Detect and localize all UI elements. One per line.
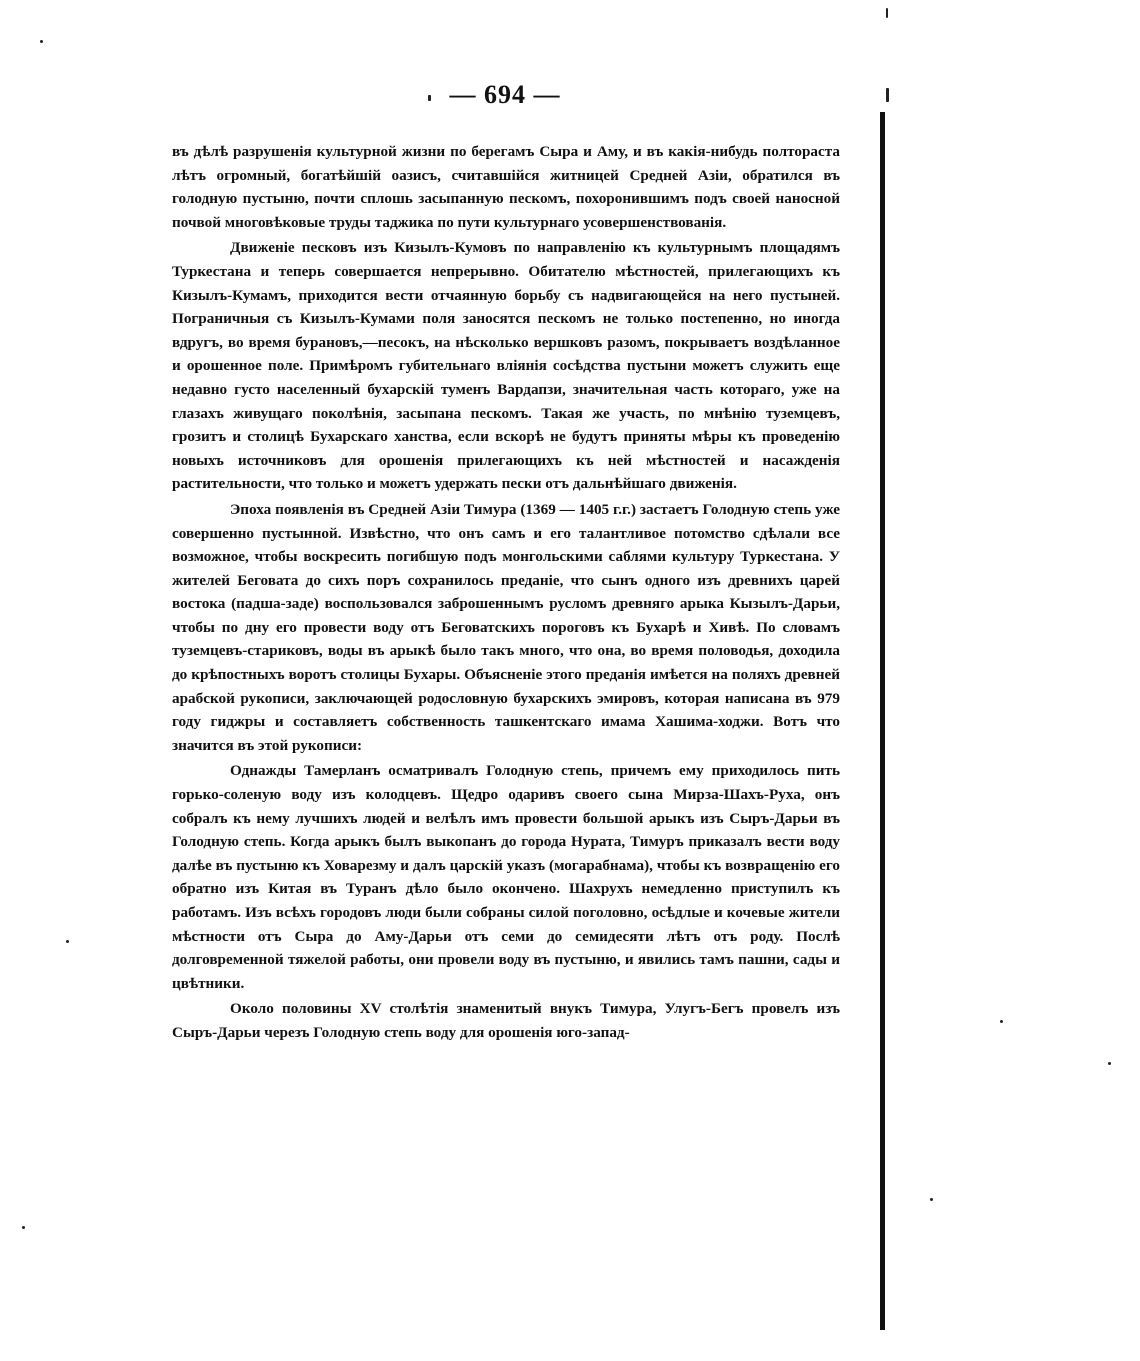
paragraph-4: Однажды Тамерланъ осматривалъ Голодную степь, причемъ ему приходилось пить горько-соленую воду изъ колодцевъ. Щедро одаривъ своего сына Мирза-Шахъ-Руха, онъ собралъ къ нему лучшихъ людей и велѣлъ имъ провести большой арыкъ изъ Сыръ-Дарьи въ Голодную степь. Когда арыкъ былъ выкопанъ до города Нурата, Тимуръ приказалъ вести воду далѣе въ пустыню къ Ховарезму и далъ царскій указъ (могарабнама), чтобы къ возвращенію его обратно изъ Китая въ Туранъ дѣло было окончено. Шахрухъ немедленно приступилъ къ работамъ. Изъ всѣхъ городовъ люди были собраны силой поголовно, осѣдлые и кочевые жители мѣстности отъ Сыра до Аму-Дарьи отъ семи до семидесяти лѣтъ отъ роду. Послѣ долговременной тяжелой работы, они провели воду въ пустыню, и явились тамъ пашни, сады и цвѣтники.: [172, 762, 840, 992]
paragraph-1: въ дѣлѣ разрушенія культурной жизни по берегамъ Сыра и Аму, и въ какія-нибудь полтораста лѣтъ огромный, богатѣйшій оазисъ, считавшійся житницей Средней Азіи, обратился въ голодную пустыню, почти сплошь засыпанную пескомъ, похоронившимъ подъ своей наносной почвой многовѣковые труды таджика по пути культурнаго усовершенствованія.: [172, 143, 840, 231]
paragraph-5: Около половины XV столѣтія знаменитый внукъ Тимура, Улугъ-Бегъ провелъ изъ Сыръ-Дарьи черезъ Голодную степь воду для орошенія юго-запад-: [172, 1000, 840, 1041]
scan-speck: [40, 40, 43, 43]
scan-speck: [930, 1198, 933, 1201]
page-body: [172, 140, 840, 1047]
scan-speck: [66, 940, 69, 943]
scan-speck: [886, 8, 888, 18]
paragraph-2: Движеніе песковъ изъ Кизылъ-Кумовъ по направленію къ культурнымъ площадямъ Туркестана и теперь совершается непрерывно. Обитателю мѣстностей, прилегающихъ къ Кизылъ-Кумамъ, приходится вести отчаянную борьбу съ надвигающейся на него пустыней. Пограничныя съ Кизылъ-Кумами поля заносятся пескомъ не только постепенно, но иногда вдругъ, во время бурановъ,—песокъ, на нѣсколько вершковъ разомъ, покрываетъ воздѣланное и орошенное поле. Примѣромъ губительнаго вліянія сосѣдства пустыни можетъ служить еще недавно густо населенный бухарскій туменъ Вардапзи, значительная часть котораго, уже на глазахъ живущаго поколѣнія, засыпана пескомъ. Такая же участь, по мнѣнію туземцевъ, грозитъ и столицѣ Бухарскаго ханства, если вскорѣ не будутъ приняты мѣры къ проведенію новыхъ источниковъ для орошенія прилегающихъ къ ней мѣстностей и насажденія растительности, что только и можетъ удержать пески отъ дальнѣйшаго движенія.: [172, 239, 840, 493]
scan-speck: [886, 88, 889, 102]
binding-edge-line: [880, 112, 885, 1330]
paragraph-3: Эпоха появленія въ Средней Азіи Тимура (1369 — 1405 г.г.) застаетъ Голодную степь уже совершенно пустынной. Извѣстно, что онъ самъ и его талантливое потомство сдѣлали все возможное, чтобы воскресить погибшую подъ монгольскими саблями культуру Туркестана. У жителей Беговата до сихъ поръ сохранилось преданіе, что сынъ одного изъ древнихъ царей востока (падша-заде) воспользовался заброшеннымъ русломъ древняго арыка Кызылъ-Дарьи, чтобы по дну его провести воду отъ Беговатскихъ пороговъ къ Бухарѣ и Хивѣ. По словамъ туземцевъ-стариковъ, воды въ арыкѣ было такъ много, что она, во время половодья, доходила до крѣпостныхъ воротъ столицы Бухары. Объясненіе этого преданія имѣется на поляхъ древней арабской рукописи, заключающей родословную бухарскихъ эмировъ, которая написана въ 979 году гиджры и составляетъ собственность ташкентскаго имама Хашима-ходжи. Вотъ что значится въ этой рукописи:: [172, 500, 840, 754]
scan-speck: [1000, 1020, 1003, 1023]
scan-speck: [22, 1226, 25, 1229]
scan-speck: [428, 95, 431, 101]
scan-speck: [1108, 1062, 1111, 1065]
page-number: — 694 —: [449, 80, 561, 109]
